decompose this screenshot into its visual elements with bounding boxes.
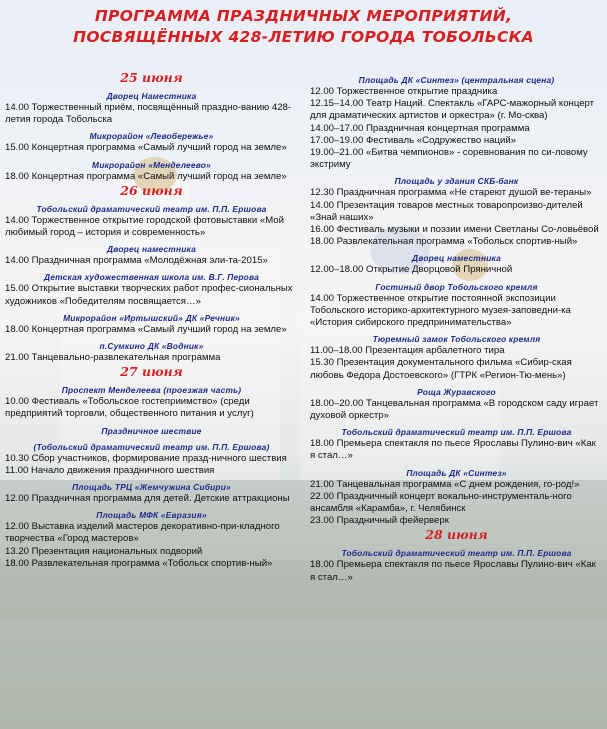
page-title	[0, 6, 607, 48]
event-item: 18.00 Премьера спектакля по пьесе Ярославы Пулино-вич «Как я стал…»	[310, 438, 596, 462]
venue-heading: (Тобольский драматический театр им. П.П. Ершова)	[33, 441, 270, 452]
date-heading: 27 июня	[120, 364, 183, 380]
event-item: 14.00 Торжественный приём, посвящённый праздно-ванию 428-летия города Тобольска	[5, 102, 292, 126]
venue-heading: Тобольский драматический театр им. П.П. Ершова	[341, 427, 572, 438]
event-item: 10.00 Фестиваль «Тобольское гостеприимство» (среди предприятий торговли, общественного питания и услуг)	[5, 396, 254, 420]
event-item: 14.00 Торжественное открытие городской фотовыставки «Мой любимый город – история и современность»	[5, 214, 284, 239]
event-item: 12.15–14.00 Театр Наций. Спектакль «ГАРС-мажорный концерт для драматических артистов и оркестра» (г. Мо-сква)	[310, 98, 595, 122]
title-line-1: ПРОГРАММА ПРАЗДНИЧНЫХ МЕРОПРИЯТИЙ,	[94, 7, 513, 25]
title-line-2: ПОСВЯЩЁННЫХ 428-ЛЕТИЮ ГОРОДА ТОБОЛЬСКА	[73, 28, 534, 46]
venue-heading: Гостиный двор Тобольского кремля	[375, 281, 538, 292]
venue-heading: Роща Журавского	[417, 386, 496, 397]
venue-heading: Тюремный замок Тобольского кремля	[372, 334, 541, 345]
date-heading: 28 июня	[425, 527, 488, 543]
event-item: 18.00 Развлекательная программа «Тобольск спортив-ный»	[310, 236, 578, 248]
date-heading: 26 июня	[120, 182, 183, 198]
venue-heading: Тобольский драматический театр им. П.П. Ершова	[341, 548, 572, 559]
event-item: 21.00 Танцевально-развлекательная программа	[5, 352, 221, 364]
event-item: 12.00 Праздничная программа для детей. Детские аттракционы	[5, 493, 290, 505]
venue-heading: Площадь МФК «Евразия»	[96, 510, 207, 521]
event-item: 23.00 Праздничный фейерверк	[310, 515, 449, 527]
venue-heading: Площадь ДК «Синтез»	[406, 467, 507, 478]
venue-heading: Дворец наместника	[412, 253, 501, 264]
event-item: 13.20 Презентация национальных подворий	[5, 545, 203, 557]
venue-heading: Площадь ТРЦ «Жемчужина Сибири»	[72, 482, 231, 493]
event-item: 18.00 Развлекательная программа «Тобольск спортив-ный»	[5, 557, 273, 569]
date-heading: 25 июня	[120, 70, 183, 85]
venue-heading: Площадь у здания СКБ-банк	[394, 176, 519, 187]
venue-heading: п.Сумкино ДК «Водник»	[99, 341, 204, 352]
venue-heading: Тобольский драматический театр им. П.П. Ершова	[36, 203, 267, 214]
venue-heading: Микрорайон «Иртышский» ДК «Речник»	[63, 312, 240, 323]
venue-heading: Микрорайон «Менделеево»	[92, 159, 211, 170]
venue-heading: Площадь ДК «Синтез» (центральная сцена)	[358, 75, 555, 85]
right-column	[310, 70, 603, 584]
event-item: 10.30 Сбор участников, формирование празд-ничного шествия	[5, 452, 287, 464]
event-item: 12.30 Праздничная программа «Не стареют душой ве-тераны»	[310, 187, 592, 199]
venue-heading: Детская художественная школа им. В.Г. Перова	[44, 272, 259, 283]
event-item: 18.00 Концертная программа «Самый лучший город на земле»	[5, 323, 287, 335]
event-item: 12.00–18.00 Открытие Дворцовой Пряничной	[310, 264, 513, 276]
venue-heading: Проспект Менделеева (проезжая часть)	[61, 385, 242, 396]
venue-heading: Дворец Наместника	[106, 91, 197, 101]
event-item: 16.00 Фестиваль музыки и поэзии имени Светланы Со-ловьёвой	[310, 224, 599, 236]
event-item: 18.00 Премьера спектакля по пьесе Ярославы Пулино-вич «Как я стал…»	[310, 559, 596, 583]
event-item: 19.00–21.00 «Битва чемпионов» - соревнования по си-ловому экстриму	[310, 147, 588, 171]
event-item: 18.00–20.00 Танцевальная программа «В городском саду играет духовой оркестр»	[310, 397, 599, 422]
event-item: 15.00 Концертная программа «Самый лучший город на земле»	[5, 142, 287, 154]
event-item: 14.00–17.00 Праздничная концертная программа	[310, 122, 530, 134]
event-item: 12.00 Выставка изделий мастеров декоративно-при-кладного творчества «Город мастеров»	[5, 521, 280, 545]
event-item: 11.00–18.00 Презентация арбалетного тира	[310, 345, 505, 357]
event-item: 18.00 Концертная программа «Самый лучший город на земле»	[5, 170, 287, 182]
event-item: 21.00 Танцевальная программа «С днем рождения, го-род!»	[310, 478, 580, 490]
event-item: 14.00 Презентация товаров местных товаропроизво-дителей «Знай наших»	[310, 199, 583, 223]
event-item: 14.00 Праздничная программа «Молодёжная эли-та-2015»	[5, 255, 268, 267]
event-item: 12.00 Торжественное открытие праздника	[310, 86, 498, 97]
event-item: 22.00 Праздничный концерт вокально-инструменталь-ного ансамбля «Карамба», г. Челябинск	[310, 490, 572, 515]
venue-heading: Дворец наместника	[107, 244, 196, 255]
left-column	[5, 70, 298, 570]
event-item: 17.00–19.00 Фестиваль «Содружество наций»	[310, 134, 517, 146]
venue-heading: Микрорайон «Левобережье»	[89, 131, 214, 142]
event-item: 11.00 Начало движения праздничного шествия	[5, 464, 215, 476]
event-item: 14.00 Торжественное открытие постоянной экспозиции Тобольского историко-архитектурного музея-заповедни-ка «История сибирского предпринимательства»	[310, 292, 571, 329]
event-item: 15.00 Открытие выставки творческих работ профес-сиональных художников «Победителям посвящается…»	[5, 283, 293, 307]
venue-heading: Праздничное шествие	[101, 425, 202, 436]
event-item: 15.30 Презентация документального фильма «Сибир-ская любовь Федора Достоевского» (ГТРК «Регион-Тю-мень»)	[310, 357, 572, 381]
